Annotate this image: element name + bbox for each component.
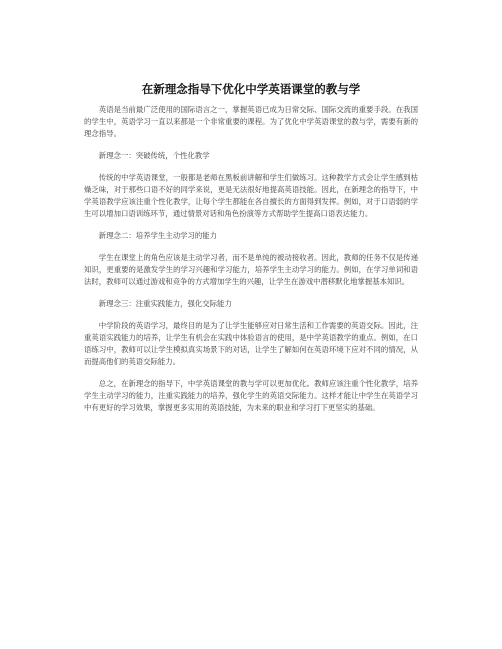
intro-paragraph: 英语是当前最广泛使用的国际语言之一，掌握英语已成为日常交际、国际交流的重要手段。在我国的学生中，英语学习一直以来都是一个非常重要的课程。为了优化中学英语课堂的教与学，需要有新的理念指导。 (84, 105, 418, 138)
section-paragraph-3: 中学阶段的英语学习，最终目的是为了让学生能够应对日常生活和工作需要的英语交际。因此，注重英语实践能力的培养，让学生有机会在实践中体验语言的使用，是中学英语教学的重点。例如，在口语练习中，教师可以让学生模拟真实场景下的对话，让学生了解如何在英语环境下应对不同的情况，从而提高他们的英语交际能力。 (84, 321, 418, 366)
document-title: 在新理念指导下优化中学英语课堂的教与学 (141, 82, 361, 96)
section-heading-3: 新理念三：注重实践能力，强化交际能力 (98, 299, 232, 308)
section-heading-2: 新理念二：培养学生主动学习的能力 (98, 231, 218, 240)
section-paragraph-2: 学生在课堂上的角色应该是主动学习者，而不是单纯的被动接收者。因此，教师的任务不仅是传递知识，更重要的是激发学生的学习兴趣和学习能力，培养学生主动学习的能力。例如，在学习单词和语法时，教师可以通过游戏和竞争的方式增加学生的兴趣，让学生在游戏中潜移默化地掌握基本知识。 (84, 253, 418, 286)
section-paragraph-1: 传统的中学英语课堂，一般都是老师在黑板前讲解和学生们做练习。这种教学方式会让学生感到枯燥乏味，对于那些口语不好的同学来说，更是无法很好地提高英语技能。因此，在新理念的指导下，中学英语教学应该注重个性化教学，让每个学生都能在各自擅长的方面得到发挥。例如，对于口语弱的学生可以增加口语训练环节，通过情景对话和角色扮演等方式帮助学生提高口语表达能力。 (84, 173, 418, 218)
section-heading-1: 新理念一：突破传统，个性化教学 (98, 151, 210, 160)
document-body (84, 104, 418, 424)
conclusion-paragraph: 总之，在新理念的指导下，中学英语课堂的教与学可以更加优化。教师应该注重个性化教学，培养学生主动学习的能力，注重实践能力的培养，强化学生的英语交际能力。这样才能让中学生在英语学习中有更好的学习效果，掌握更多实用的英语技能，为未来的职业和学习打下更坚实的基础。 (84, 379, 418, 412)
